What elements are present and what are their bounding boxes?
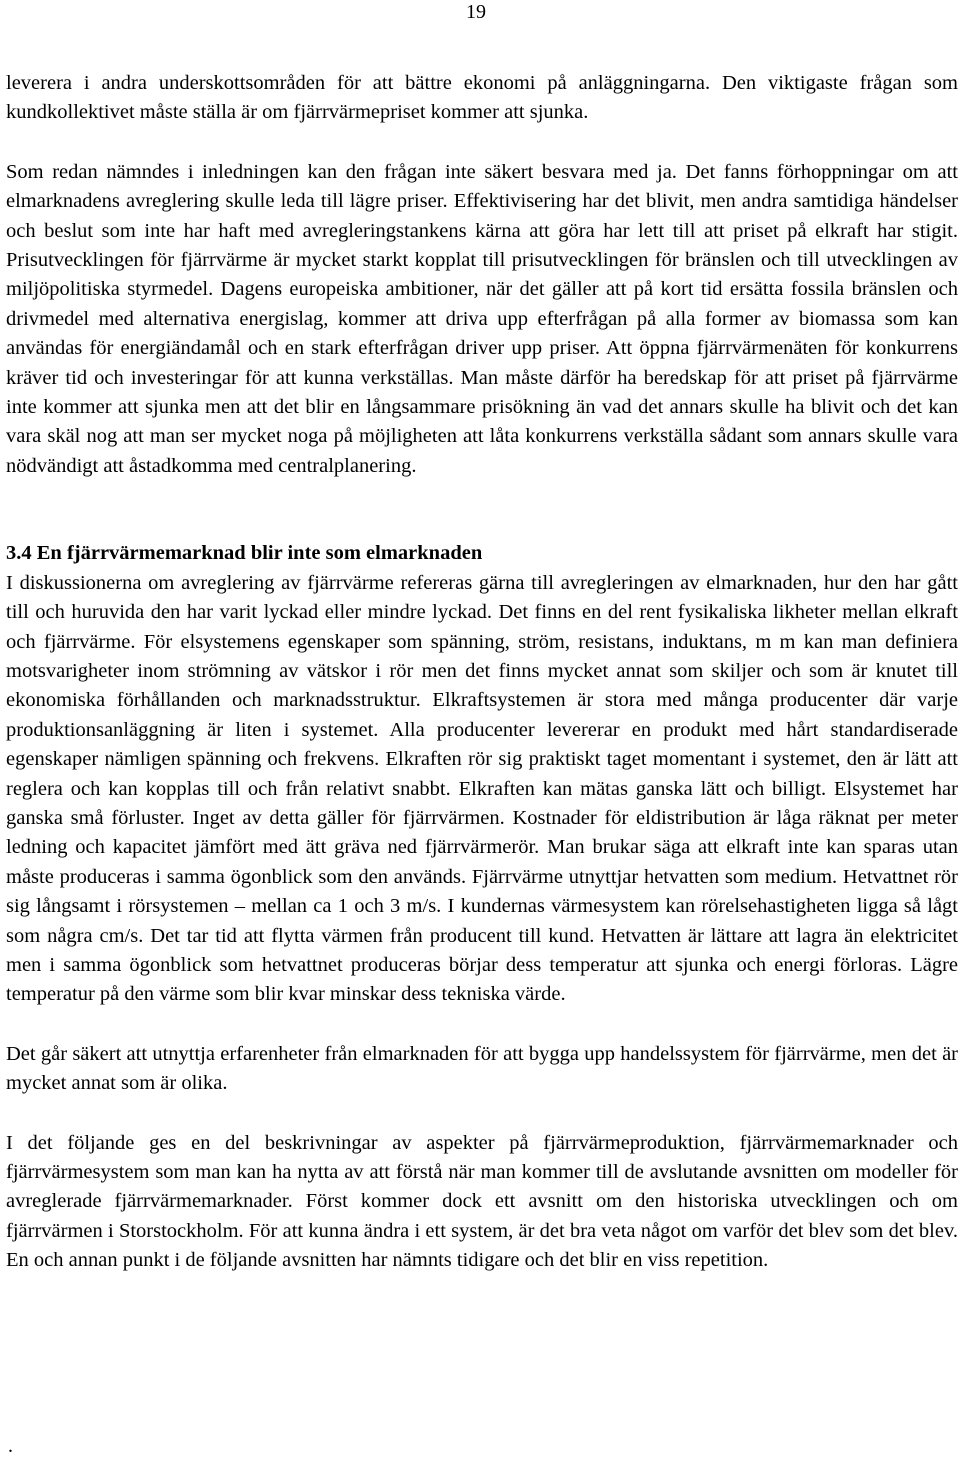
paragraph-following-sections: I det följande ges en del beskrivningar av aspekter på fjärrvärmeproduktion, fjärrvärmemarknader och fjärrvärmesystem som man kan ha nytta av att förstå när man kommer till de avslutande avsnitten om modeller för avreglerade fjärrvärmemarknader. Först kommer dock ett avsnitt om den historiska utvecklingen och om fjärrvärmen i Storstockholm. För att kunna ändra i ett system, är det bra veta något om varför det blev som det blev. En och annan punkt i de följande avsnitten har nämnts tidigare och det blir en viss repetition. [6,1131,958,1272]
section-heading [6,539,958,568]
page-number: 19 [466,1,486,23]
paragraph-spacer [6,1099,958,1129]
paragraph-spacer [6,1010,958,1040]
document-body [6,69,958,1276]
paragraph-price-expectations: Som redan nämndes i inledningen kan den frågan inte säkert besvara med ja. Det fanns förhoppningar om att elmarknadens avreglering skulle leda till lägre priser. Effektivisering har det blivit, men andra samtidiga händelser och beslut som inte har haft med avregleringstankens kärna att göra har lett till att priset på elkraft har stigit. Prisutvecklingen för fjärrvärme är mycket starkt kopplat till prisutvecklingen för bränslen och till utvecklingen av miljöpolitiska styrmedel. Dagens europeiska ambitioner, när det gäller att på kort tid ersätta fossila bränslen och drivmedel med alternativa energislag, kommer att driva upp efterfrågan på alla former av biomassa som kan användas för energiändamål och en stark efterfrågan driver upp priser. Att öppna fjärrvärmenäten för konkurrens kräver tid och investeringar för att kunna verkställas. Man måste därför ha beredskap för att priset på fjärrvärme inte kommer att sjunka men att det blir en långsammare prisökning än vad det annars skulle ha blivit och det kan vara skäl nog att man ser mycket noga på möjligheten att låta konkurrens verkställa sådant som annars skulle vara nödvändigt att åstadkomma med centralplanering. [6,160,958,477]
paragraph-intro-continuation: leverera i andra underskottsområden för att bättre ekonomi på anläggningarna. Den viktigaste frågan som kundkollektivet måste ställa är om fjärrvärmepriset kommer att sjunka. [6,72,958,124]
section-spacer [6,481,958,539]
section-number: 3.4 [6,542,32,565]
trailing-dot: . [8,1435,13,1457]
paragraph-spacer [6,128,958,158]
paragraph-lessons: Det går säkert att utnyttja erfarenheter från elmarknaden för att bygga upp handelssystem för fjärrvärme, men det är mycket annat som är olika. [6,1042,958,1095]
section-title: En fjärrvärmemarknad blir inte som elmarknaden [36,542,483,565]
paragraph-electricity-comparison: I diskussionerna om avreglering av fjärrvärme refereras gärna till avregleringen av elmarknaden, hur den har gått till och huruvida den har varit lyckad eller mindre lyckad. Det finns en del rent fysikaliska likheter mellan elkraft och fjärrvärme. För elsystemens egenskaper som spänning, ström, resistans, induktans, m m kan man definiera motsvarigheter inom strömning av vätskor i rör men det finns mycket annat som skiljer och som är knutet till ekonomiska förhållanden och marknadsstruktur. Elkraftsystemen är stora med många producenter där varje produktionsanläggning är liten i systemet. Alla producenter levererar en produkt med hårt standardiserade egenskaper nämligen spänning och frekvens. Elkraften rör sig praktiskt taget momentant i systemet, den är lätt att reglera och kan kopplas till och från relativt snabbt. Elkraften kan mätas ganska lätt och billigt. Elsystemet har ganska små förluster. Inget av detta gäller för fjärrvärmen. Kostnader för eldistribution är låga räknat per meter ledning och kapacitet jämfört med ätt gräva ned fjärrvärmerör. Man brukar säga att elkraft inte kan sparas utan måste produceras i samma ögonblick som den används. Fjärrvärme utnyttjar hetvatten som medium. Hetvattnet rör sig långsamt i rörsystemen – mellan ca 1 och 3 m/s. I kundernas värmesystem kan rörelsehastigheten ligga så lågt som några cm/s. Det tar tid att flytta värmen från producent till kund. Hetvatten är lättare att lagra än elektricitet men i samma ögonblick som hetvattnet produceras börjar dess temperatur att sjunka och energi förloras. Lägre temperatur på den värme som blir kvar minskar dess tekniska värde. [6,571,958,1006]
